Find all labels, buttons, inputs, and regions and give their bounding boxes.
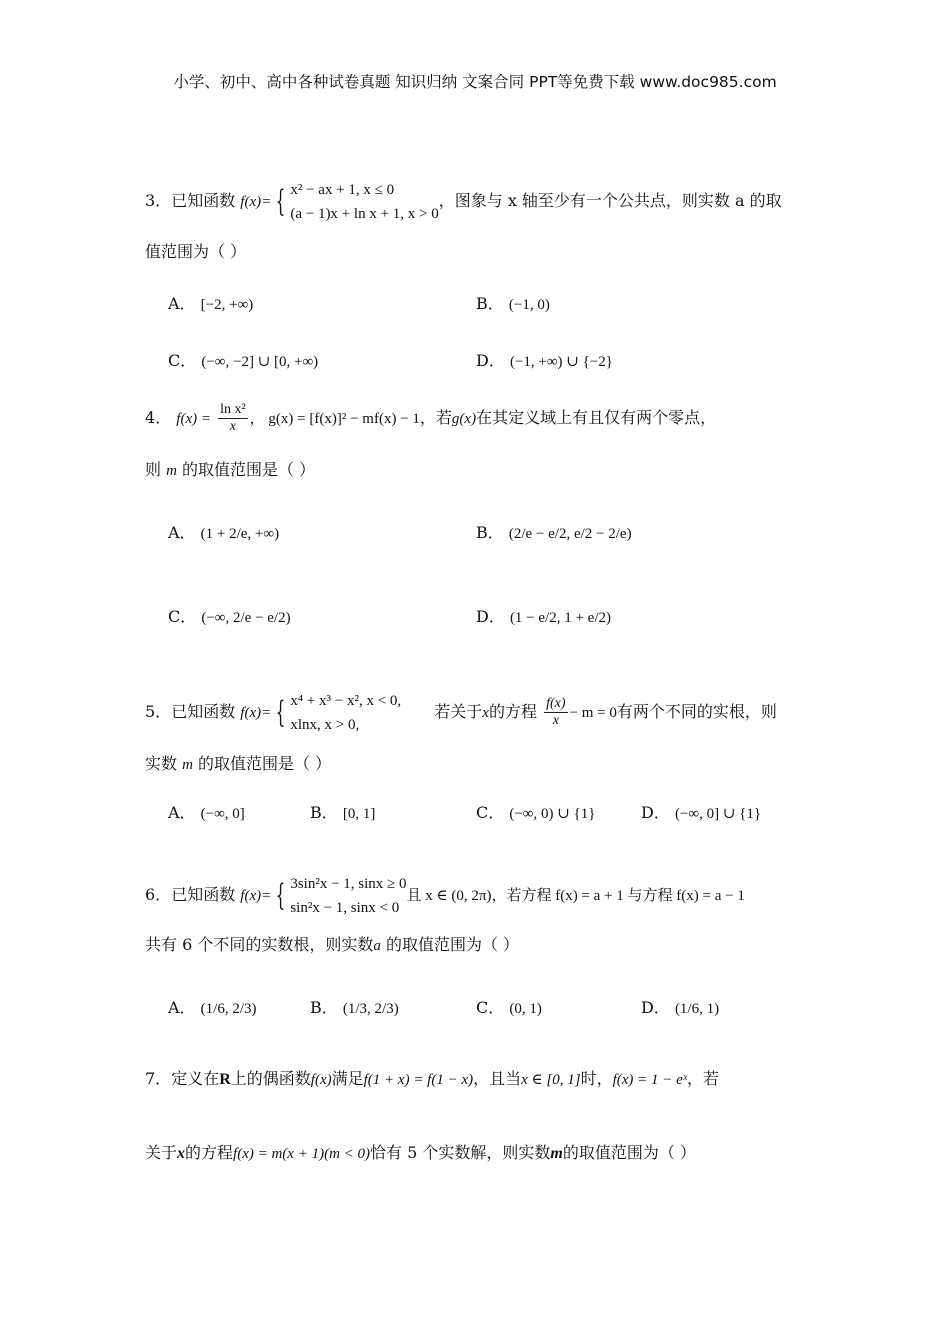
page-header: 小学、初中、高中各种试卷真题 知识归纳 文案合同 PPT等免费下载 www.doc985.com bbox=[173, 73, 777, 91]
q6-case-2: sin²x − 1, sinx < 0 bbox=[290, 900, 400, 916]
q5-case-1: x⁴ + x³ − x², x < 0, bbox=[290, 693, 402, 709]
q3-suffix: ，图象与 x 轴至少有一个公共点，则实数 a 的取 bbox=[438, 191, 782, 210]
q3-option-b: B． (−1, 0) bbox=[476, 294, 550, 313]
q6-line-2: 共有 6 个不同的实数根，则实数a 的取值范围为（ ） bbox=[145, 935, 520, 954]
q3-case-2: (a − 1)x + ln x + 1, x > 0 bbox=[290, 206, 439, 222]
q5-option-c: C． (−∞, 0) ∪ {1} bbox=[476, 803, 596, 822]
q7-mid-3: ，且当 bbox=[473, 1069, 522, 1088]
q7-eq-2: f(x) = 1 − eˣ bbox=[612, 1072, 688, 1088]
q6-option-a: A． (1/6, 2/3) bbox=[168, 998, 257, 1017]
q4-fx: f(x) = bbox=[176, 411, 211, 427]
q7-number: 7． bbox=[145, 1069, 172, 1088]
q5-line-2: 实数 m 的取值范围是（ ） bbox=[145, 754, 332, 773]
q5-eq: − m = 0 bbox=[569, 705, 617, 721]
q5-mid: 若关于 bbox=[434, 702, 483, 721]
q3-brace: { bbox=[276, 184, 286, 219]
q4-option-d: D． (1 − e/2, 1 + e/2) bbox=[476, 607, 611, 626]
q4-fraction: $\frac{\text{ln x²}}{x}$ bbox=[220, 402, 246, 434]
q4-number: 4． bbox=[145, 408, 172, 427]
q5-suffix: 有两个不同的实根，则 bbox=[616, 702, 777, 721]
q6-option-b: B． (1/3, 2/3) bbox=[310, 998, 399, 1017]
question-7-line-1 bbox=[145, 1069, 719, 1090]
q5-prefix: 已知函数 bbox=[171, 702, 236, 721]
question-3-line-1 bbox=[145, 178, 782, 226]
q7-suffix: ，若 bbox=[687, 1069, 720, 1088]
q5-mid-2: 的方程 bbox=[488, 702, 537, 721]
q3-option-c: C． (−∞, −2] ∪ [0, +∞) bbox=[168, 351, 319, 370]
q3-number: 3． bbox=[145, 191, 172, 210]
q4-option-b: B． (2/e − e/2, e/2 − 2/e) bbox=[476, 523, 632, 542]
q4-option-c: C． (−∞, 2/e − e/2) bbox=[168, 607, 291, 626]
q7-prefix: 定义在 bbox=[171, 1069, 220, 1088]
q5-fx: f(x)= bbox=[240, 705, 272, 721]
q6-piecewise bbox=[240, 872, 406, 920]
q4-gx-2: g(x) bbox=[451, 411, 477, 427]
q5-case-2: xlnx, x > 0, bbox=[290, 717, 360, 733]
q6-option-c: C． (0, 1) bbox=[476, 998, 542, 1017]
q7-mid-2: 满足 bbox=[331, 1069, 364, 1088]
q5-option-b: B． [0, 1] bbox=[310, 803, 376, 822]
q4-suffix: 在其定义域上有且仅有两个零点， bbox=[476, 408, 717, 427]
q6-fx: f(x)= bbox=[240, 888, 272, 904]
q7-mid-1: 上的偶函数 bbox=[230, 1069, 311, 1088]
question-5-line-1 bbox=[145, 689, 777, 737]
q4-mid: ，若 bbox=[419, 408, 452, 427]
q6-number: 6． bbox=[145, 885, 172, 904]
q6-mid: 且 x ∈ (0, 2π)，若方程 f(x) = a + 1 与方程 f(x) = a − 1 bbox=[406, 888, 745, 904]
q3-fx: f(x)= bbox=[240, 194, 272, 210]
q7-eq-1: f(1 + x) = f(1 − x) bbox=[363, 1072, 474, 1088]
q6-prefix: 已知函数 bbox=[171, 885, 236, 904]
q3-option-a: A． [−2, +∞) bbox=[168, 294, 254, 313]
question-6-line-1 bbox=[145, 872, 745, 920]
q5-option-a: A． (−∞, 0] bbox=[168, 803, 245, 822]
q7-mid-4: 时， bbox=[580, 1069, 613, 1088]
q3-piecewise bbox=[240, 178, 438, 226]
q5-x: x bbox=[482, 705, 489, 721]
q4-gx: ， g(x) = [f(x)]² − mf(x) − 1 bbox=[249, 411, 420, 427]
question-4-line-1 bbox=[145, 402, 716, 435]
q5-fraction: $\frac{f(x)}{x}$ bbox=[546, 696, 566, 728]
q6-option-d: D． (1/6, 1) bbox=[641, 998, 720, 1017]
q4-line-2: 则 m 的取值范围是（ ） bbox=[145, 460, 316, 479]
q3-line-2: 值范围为（ ） bbox=[145, 242, 247, 261]
q3-option-d: D． (−1, +∞) ∪ {−2} bbox=[476, 351, 613, 370]
q3-case-1: x² − ax + 1, x ≤ 0 bbox=[290, 182, 395, 198]
q7-fx: f(x) bbox=[310, 1072, 332, 1088]
q6-case-1: 3sin²x − 1, sinx ≥ 0 bbox=[290, 876, 407, 892]
q5-brace: { bbox=[276, 695, 286, 730]
q5-piecewise bbox=[240, 689, 401, 737]
q7-r: R bbox=[219, 1071, 231, 1088]
q7-line-2: 关于x的方程f(x) = m(x + 1)(m < 0)恰有 5 个实数解，则实数m的取值范围为（ ） bbox=[145, 1143, 696, 1162]
q5-option-d: D． (−∞, 0] ∪ {1} bbox=[641, 803, 762, 822]
q4-option-a: A． (1 + 2/e, +∞) bbox=[168, 523, 280, 542]
q5-number: 5． bbox=[145, 702, 172, 721]
q3-prefix: 已知函数 bbox=[171, 191, 236, 210]
q6-brace: { bbox=[276, 878, 286, 913]
q7-cond: x ∈ [0, 1] bbox=[521, 1072, 581, 1088]
